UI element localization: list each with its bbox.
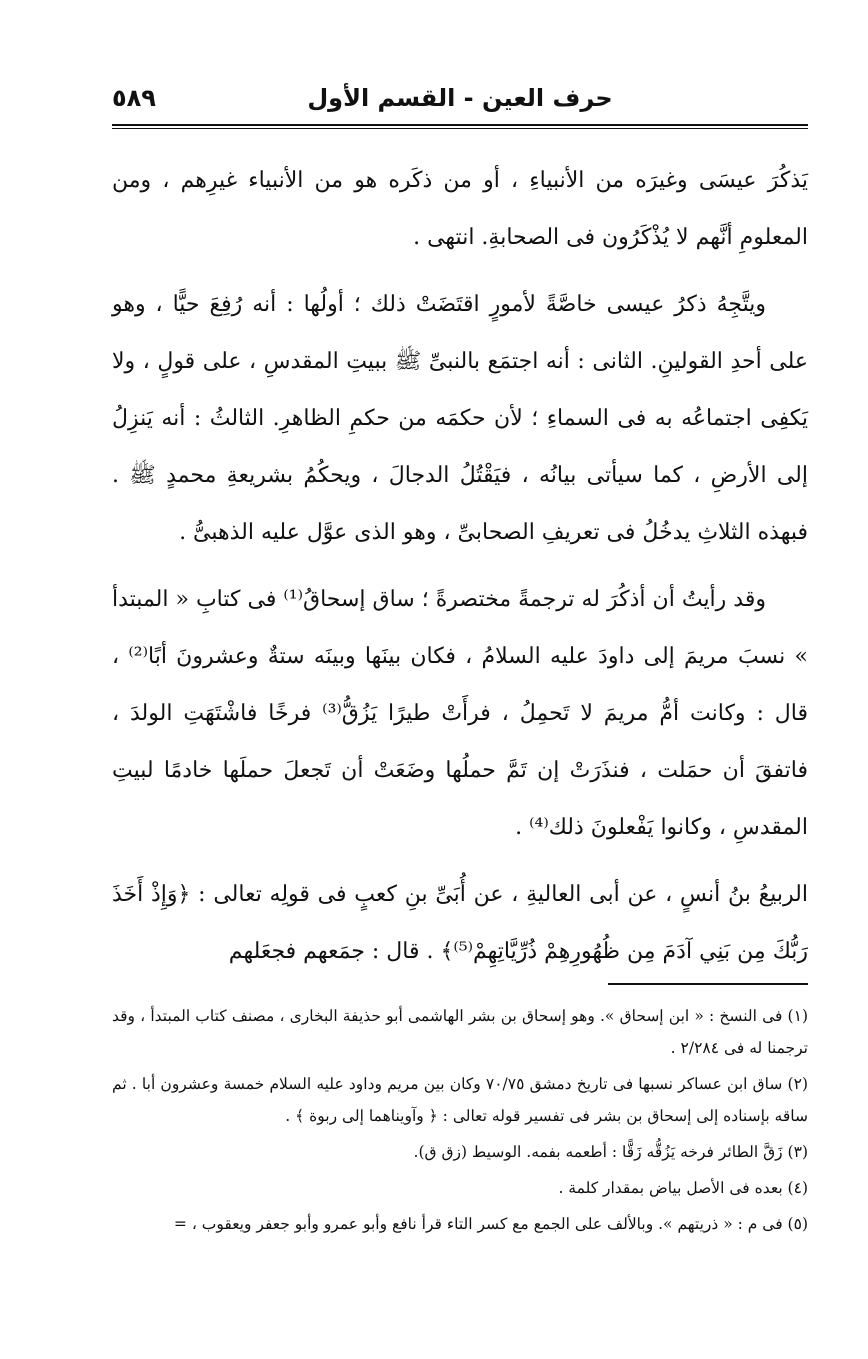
footnote-separator [608,983,808,985]
footnote: (٣) زَقَّ الطائر فرخه يَزُقُّه زَقًّا : أطعمه بفمه. الوسيط (زق ق). [413,1143,808,1161]
footnote: (٢) ساق ابن عساكر نسبها فى تاريخ دمشق ٧٠/٧٥ وكان بين مريم وداود عليه السلام خمسة وعشرون أبا . ثم ساقه بإسناده إلى إسحاق بن بشر فى تفسير قوله تعالى : ﴿ وآويناهما إلى ربوة ﴾ . [112,1075,808,1125]
main-text [112,152,808,980]
footnote: (٥) فى م : « ذريتهم ». وبالألف على الجمع مع كسر التاء قرأ نافع وأبو عمرو وأبو جعفر ويعقوب ، = [173,1215,808,1233]
header-rule [112,124,808,126]
footnotes [112,1000,808,1244]
header-rule-thin [112,128,808,129]
footnote: (٤) بعده فى الأصل بياض بمقدار كلمة . [558,1179,808,1197]
paragraph: ويتَّجِهُ ذكرُ عيسى خاصَّةً لأمورٍ اقتَضَتْ ذلك ؛ أولُها : أنه رُفِعَ حيًّا ، وهو على أحدِ القولينِ. الثانى : أنه اجتمَع بالنبىِّ ﷺ ببيتِ المقدسِ ، على قولٍ ، ولا يَكفِى اجتماعُه به فى السماءِ ؛ لأن حكمَه من حكمِ الظاهرِ. الثالثُ : أنه يَنزِلُ إلى الأرضِ ، كما سيأتى بيانُه ، فيَقْتُلُ الدجالَ ، ويحكُمُ بشريعةِ محمدٍ ﷺ . فبهذه الثلاثِ يدخُلُ فى تعريفِ الصحابىِّ ، وهو الذى عوَّل عليه الذهبىُّ . [112,292,808,545]
paragraph: يَذكُرَ عيسَى وغيرَه من الأنبياءِ ، أو من ذكَره هو من الأنبياء غيرِهم ، ومن المعلومِ أنَّهم لا يُذْكَرُون فى الصحابةِ. انتهى . [112,168,808,250]
footnote: (١) فى النسخ : « ابن إسحاق ». وهو إسحاق بن بشر الهاشمى أبو حذيفة البخارى ، مصنف كتاب المبتدأ ، وقد ترجمنا له فى ٢/٢٨٤ . [112,1007,808,1057]
page-header [112,84,808,124]
page-number: ٥٨٩ [112,84,156,112]
paragraph: وقد رأيتُ أن أذكُرَ له ترجمةً مختصرةً ؛ ساق إسحاقُ⁽¹⁾ فى كتابِ « المبتدأ » نسبَ مريمَ إلى داودَ عليه السلامُ ، فكان بينَها وبينَه ستةٌ وعشرونَ أبًا⁽²⁾ ، قال : وكانت أمُّ مريمَ لا تَحمِلُ ، فرأَتْ طيرًا يَزُقُّ⁽³⁾ فرخًا فاشْتَهَتِ الولدَ ، فاتفقَ أن حمَلت ، فنذَرَتْ إن تَمَّ حملُها وضَعَتْ أن تَجعلَ حملَها خادمًا لبيتِ المقدسِ ، وكانوا يَفْعلونَ ذلك⁽⁴⁾ . [112,587,809,840]
running-title: حرف العين - القسم الأول [307,84,613,112]
paragraph: الربيعُ بنُ أنسٍ ، عن أبى العاليةِ ، عن أُبَىِّ بنِ كعبٍ فى قولِه تعالى : ﴿وَإِذْ أَخَذَ رَبُّكَ مِن بَنِي آدَمَ مِن ظُهُورِهِمْ ذُرِّيَّاتِهِمْ⁽⁵⁾﴾ . قال : جمَعهم فجعَلهم [112,882,808,964]
